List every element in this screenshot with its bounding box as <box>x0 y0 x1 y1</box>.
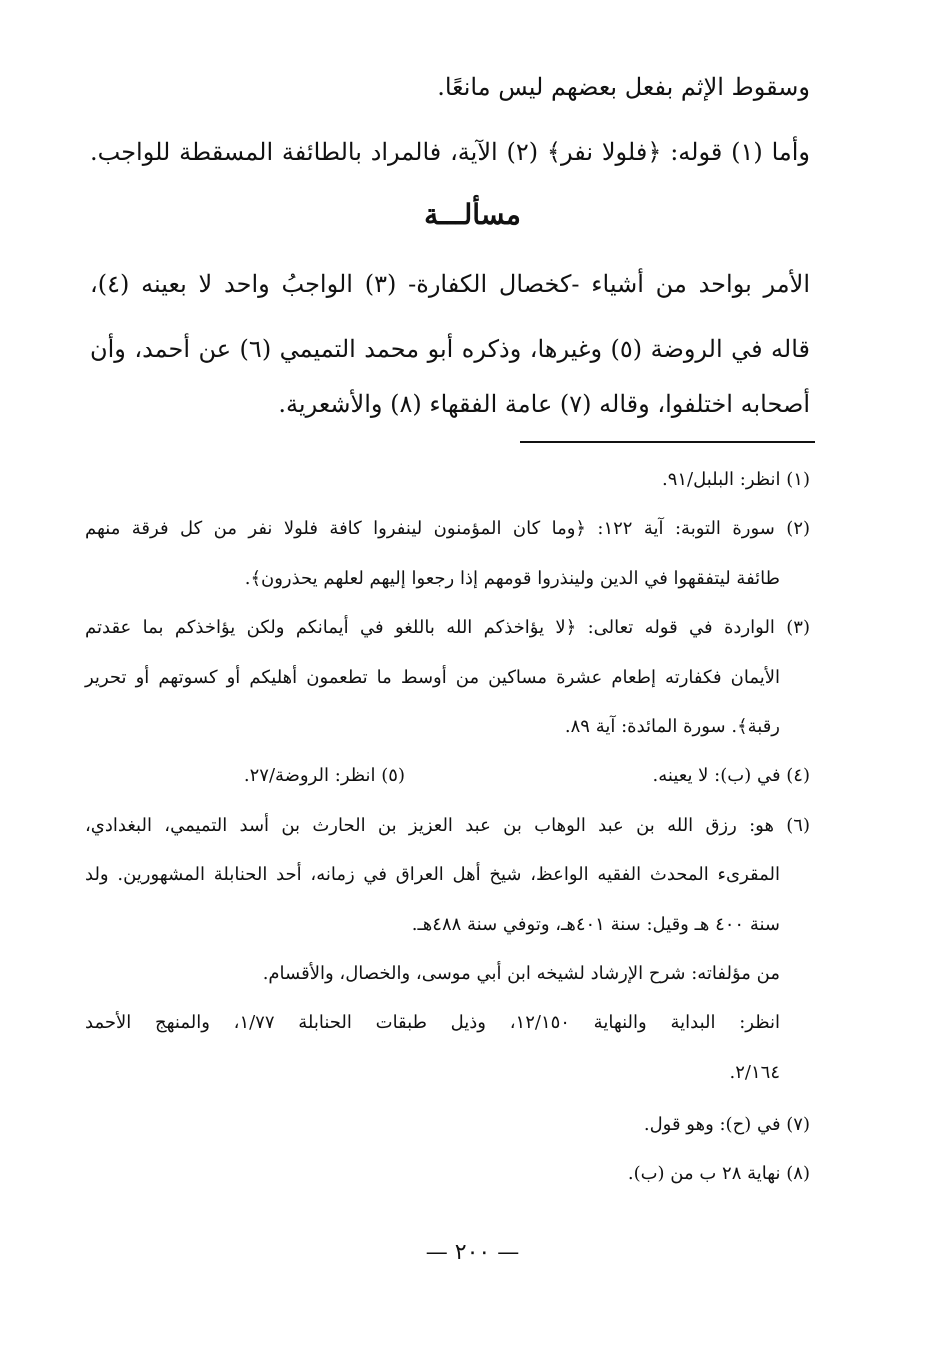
body-line-3: الأمر بواحد من أشياء -كخصال الكفارة- (٣) الواجبُ واحد لا بعينه (٤)، <box>90 270 811 298</box>
section-heading: مسألـــة <box>424 198 521 231</box>
footnote-6-line-3: سنة ٤٠٠ هـ وقيل: سنة ٤٠١هـ، وتوفي سنة ٤٨٨هـ. <box>411 914 780 935</box>
footnote-5: (٥) انظر: الروضة/٢٧. <box>243 765 405 786</box>
body-line-4: قاله في الروضة (٥) وغيرها، وذكره أبو محمد التميمي (٦) عن أحمد، وأن <box>90 335 810 363</box>
footnote-6-line-4: من مؤلفاته: شرح الإرشاد لشيخه ابن أبي موسى، والخصال، والأقسام. <box>262 963 780 984</box>
footnote-6-line-6: ٢/١٦٤. <box>729 1062 780 1083</box>
footnote-8: (٨) نهاية ٢٨ ب من (ب). <box>627 1163 810 1184</box>
footnote-separator <box>520 441 815 443</box>
footnote-4: (٤) في (ب): لا يعينه. <box>652 765 810 786</box>
footnote-6-line-5: انظر: البداية والنهاية ١٢/١٥٠، وذيل طبقات الحنابلة ١/٧٧، والمنهج الأحمد <box>85 1012 780 1033</box>
footnote-3-line-1: (٣) الواردة في قوله تعالى: ﴿لا يؤاخذكم الله باللغو في أيمانكم ولكن يؤاخذكم بما عقدتم <box>85 617 810 638</box>
footnote-1: (١) انظر: البلبل/٩١. <box>661 469 810 490</box>
body-line-2: وأما (١) قوله: ﴿فلولا نفر﴾ (٢) الآية، فالمراد بالطائفة المسقطة للواجب. <box>90 138 810 166</box>
footnote-7: (٧) في (ح): وهو قول. <box>643 1114 810 1135</box>
footnote-3-line-2: الأيمان فكفارته إطعام عشرة مساكين من أوسط ما تطعمون أهليكم أو كسوتهم أو تحرير <box>85 667 780 688</box>
footnote-6-line-1: (٦) هو: رزق الله بن عبد الوهاب بن عبد العزيز بن الحارث بن أسد التميمي، البغدادي، <box>85 815 810 836</box>
body-line-1: وسقوط الإثم بفعل بعضهم ليس مانعًا. <box>437 73 810 101</box>
page-number: — ٢٠٠ — <box>425 1240 520 1265</box>
footnote-3-line-3: رقبة﴾. سورة المائدة: آية ٨٩. <box>564 716 780 737</box>
body-line-5: أصحابه اختلفوا، وقاله (٧) عامة الفقهاء (٨) والأشعرية. <box>278 390 810 418</box>
footnote-6-line-2: المقرىء المحدث الفقيه الواعظ، شيخ أهل العراق في زمانه، أحد الحنابلة المشهورين. ولد <box>85 864 780 885</box>
footnote-2-line-1: (٢) سورة التوبة: آية ١٢٢: ﴿وما كان المؤمنون لينفروا كافة فلولا نفر من كل فرقة منهم <box>85 518 811 539</box>
footnote-2-line-2: طائفة ليتفقهوا في الدين ولينذروا قومهم إذا رجعوا إليهم لعلهم يحذرون﴾. <box>244 568 780 589</box>
